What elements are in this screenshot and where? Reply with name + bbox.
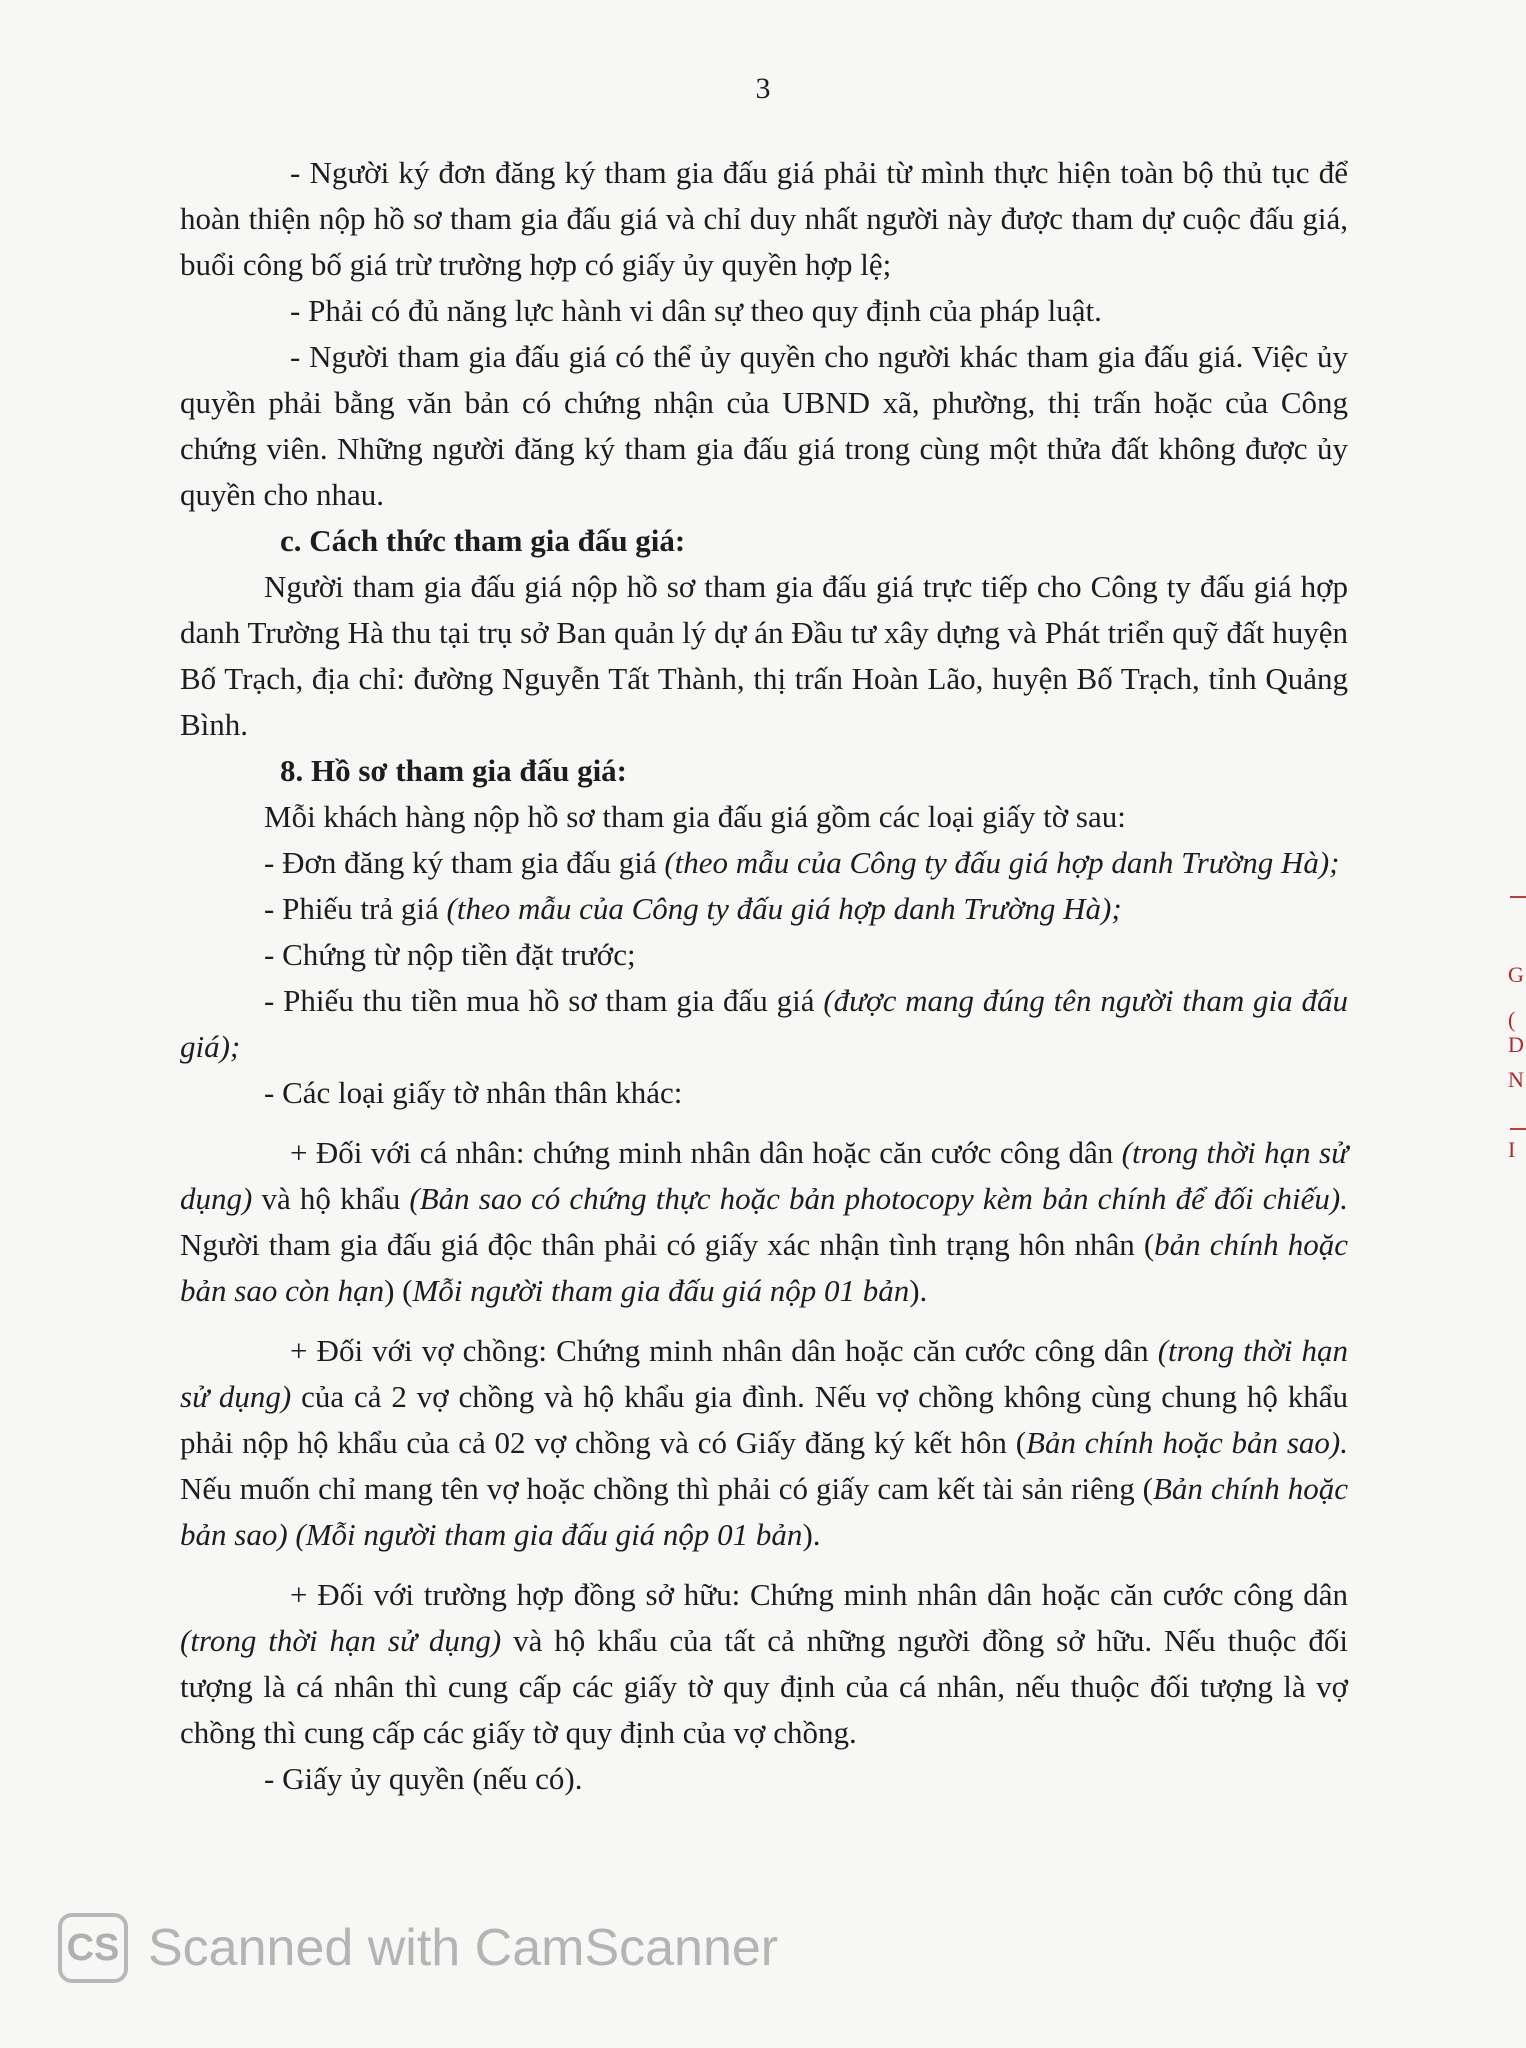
- watermark-text: Scanned with CamScanner: [148, 1919, 779, 1977]
- text-run: + Đối với trường hợp đồng sở hữu: Chứng minh nhân dân hoặc căn cước công dân: [290, 1577, 1348, 1612]
- paragraph-individual: [180, 1130, 1348, 1314]
- edge-stamp-rule: [1510, 896, 1526, 898]
- section-heading-c: c. Cách thức tham gia đấu giá:: [280, 523, 686, 558]
- paragraph-spouses: [180, 1328, 1348, 1558]
- paragraph-dossier-intro: Mỗi khách hàng nộp hồ sơ tham gia đấu giá gồm các loại giấy tờ sau:: [264, 799, 1126, 834]
- edge-stamp-letter: (: [1508, 1007, 1516, 1032]
- list-item-text: - Phiếu trả giá: [264, 891, 447, 926]
- text-run: Người tham gia đấu giá độc thân phải có giấy xác nhận tình trạng hôn nhân (: [180, 1227, 1155, 1262]
- section-heading-8: 8. Hồ sơ tham gia đấu giá:: [280, 753, 628, 788]
- paragraph-authorization: - Người tham gia đấu giá có thể ủy quyền cho người khác tham gia đấu giá. Việc ủy quyền phải bằng văn bản có chứng nhận của UBND xã, phường, thị trấn hoặc của Công chứng viên. Những người đăng ký tham gia đấu giá trong cùng một thửa đất không được ủy quyền cho nhau.: [180, 339, 1348, 512]
- list-item-note: (theo mẫu của Công ty đấu giá hợp danh Trường Hà);: [664, 845, 1340, 880]
- edge-stamp-letter: D: [1508, 1032, 1524, 1057]
- list-item-text: - Phiếu thu tiền mua hồ sơ tham gia đấu giá: [264, 983, 824, 1018]
- text-run: ) (: [384, 1273, 413, 1308]
- paragraph-signer: - Người ký đơn đăng ký tham gia đấu giá phải từ mình thực hiện toàn bộ thủ tục để hoàn thiện nộp hồ sơ tham gia đấu giá và chỉ duy nhất người này được tham dự cuộc đấu giá, buổi công bố giá trừ trường hợp có giấy ủy quyền hợp lệ;: [180, 155, 1348, 282]
- text-run: của cả 2 vợ chồng và hộ khẩu gia đình. Nếu vợ chồng không cùng chung hộ khẩu phải nộp hộ khẩu của cả 02 vợ chồng và có Giấy đăng ký kết hôn (: [180, 1379, 1349, 1460]
- list-item-note: (theo mẫu của Công ty đấu giá hợp danh Trường Hà);: [446, 891, 1122, 926]
- text-run: và hộ khẩu của tất cả những người đồng sở hữu. Nếu thuộc đối tượng là cá nhân thì cung cấp các giấy tờ quy định của cá nhân, nếu thuộc đối tượng là vợ chồng thì cung cấp các giấy tờ quy định của vợ chồng.: [180, 1623, 1348, 1750]
- list-item-application: [180, 840, 1348, 886]
- paragraph-capacity: - Phải có đủ năng lực hành vi dân sự theo quy định của pháp luật.: [290, 293, 1102, 328]
- edge-stamp-letter: I: [1508, 1137, 1516, 1162]
- document-body: [180, 150, 1348, 1802]
- text-run-italic: (Bản sao có chứng thực hoặc bản photocopy kèm bản chính để đối chiếu).: [409, 1181, 1348, 1216]
- text-run-italic: Mỗi người tham gia đấu giá nộp 01 bản: [412, 1273, 910, 1308]
- text-run-italic: Bản chính hoặc bản sao).: [1026, 1425, 1348, 1460]
- text-run: ).: [802, 1517, 821, 1552]
- text-run-italic: (trong thời hạn sử dụng): [180, 1333, 1348, 1414]
- text-run-italic: (trong thời hạn sử dụng): [180, 1623, 502, 1658]
- text-run-italic: bản chính hoặc bản sao còn hạn: [180, 1227, 1348, 1308]
- camscanner-watermark: [58, 1908, 778, 1988]
- paragraph-co-ownership: [180, 1572, 1348, 1756]
- camscanner-logo-icon: CS: [58, 1913, 128, 1983]
- list-item-receipt: [180, 978, 1348, 1070]
- text-run: ).: [909, 1273, 928, 1308]
- text-run-italic: Bản chính hoặc bản sao) (Mỗi người tham gia đấu giá nộp 01 bản: [180, 1471, 1348, 1552]
- edge-stamp-letter: N: [1508, 1067, 1524, 1092]
- list-item-power-of-attorney: - Giấy ủy quyền (nếu có).: [264, 1761, 583, 1796]
- text-run: + Đối với vợ chồng: Chứng minh nhân dân hoặc căn cước công dân: [290, 1333, 1158, 1368]
- list-item-text: - Đơn đăng ký tham gia đấu giá: [264, 845, 665, 880]
- text-run-italic: (trong thời hạn sử dụng): [180, 1135, 1348, 1216]
- list-item-identity-docs: - Các loại giấy tờ nhân thân khác:: [264, 1075, 683, 1110]
- page-number: 3: [755, 72, 771, 105]
- paragraph-submission: Người tham gia đấu giá nộp hồ sơ tham gia đấu giá trực tiếp cho Công ty đấu giá hợp danh Trường Hà thu tại trụ sở Ban quản lý dự án Đầu tư xây dựng và Phát triển quỹ đất huyện Bố Trạch, địa chỉ: đường Nguyễn Tất Thành, thị trấn Hoàn Lão, huyện Bố Trạch, tỉnh Quảng Bình.: [180, 569, 1348, 742]
- edge-stamp-letter: G: [1508, 962, 1524, 987]
- list-item-deposit: - Chứng từ nộp tiền đặt trước;: [264, 937, 636, 972]
- text-run: + Đối với cá nhân: chứng minh nhân dân hoặc căn cước công dân: [290, 1135, 1122, 1170]
- list-item-note: (được mang đúng tên người tham gia đấu giá);: [180, 983, 1348, 1064]
- list-item-bid-slip: [180, 886, 1348, 932]
- text-run: và hộ khẩu: [252, 1181, 410, 1216]
- text-run: Nếu muốn chỉ mang tên vợ hoặc chồng thì phải có giấy cam kết tài sản riêng (: [180, 1471, 1153, 1506]
